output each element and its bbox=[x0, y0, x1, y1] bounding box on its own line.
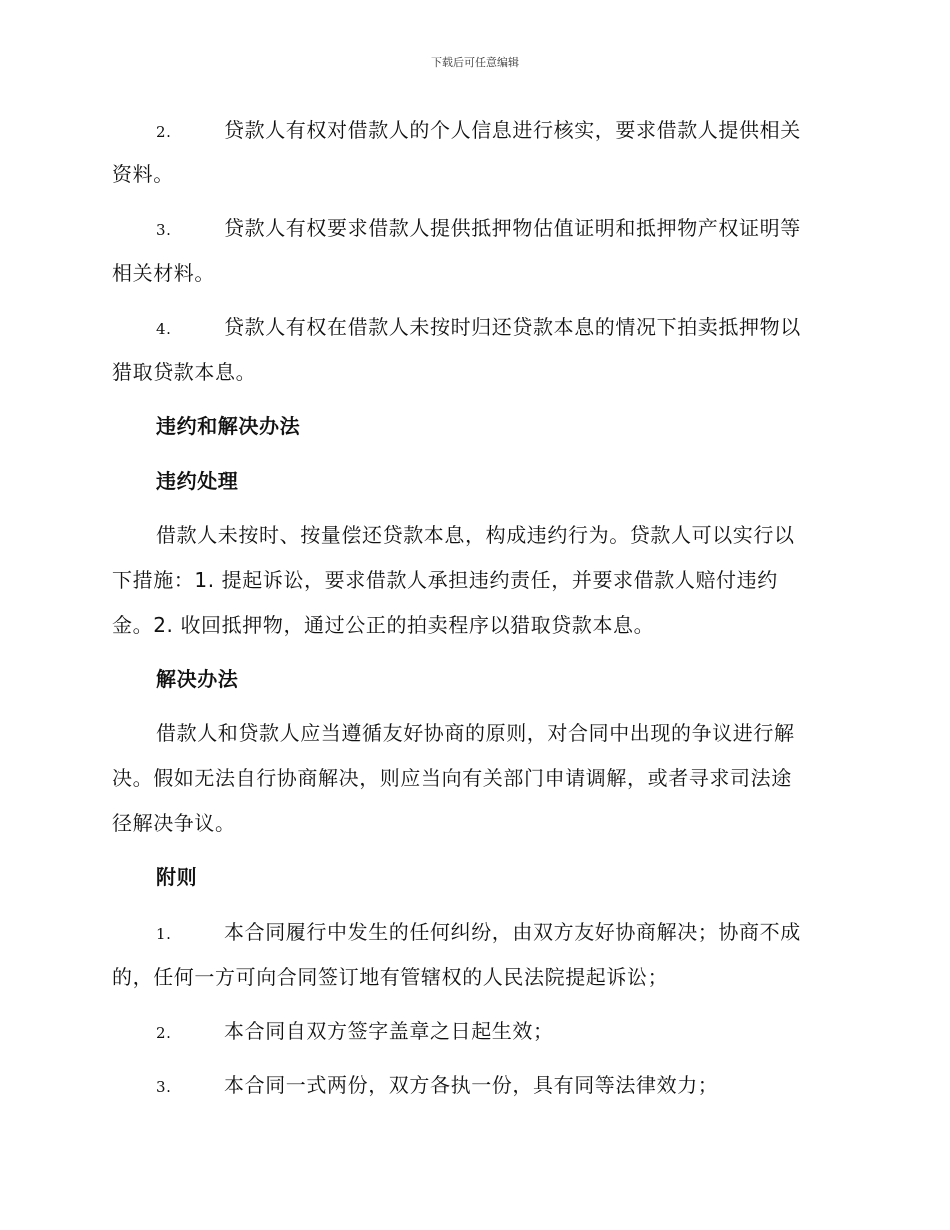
list-item bbox=[112, 313, 801, 343]
item-text: 贷款人有权在借款人未按时归还贷款本息的情况下拍卖抵押物以 bbox=[224, 315, 801, 339]
item-text-continued: 猎取贷款本息。 bbox=[112, 360, 257, 384]
paragraph-line: 金。2. 收回抵押物，通过公正的拍卖程序以猎取贷款本息。 bbox=[112, 613, 655, 637]
item-number: 2. bbox=[156, 1024, 172, 1042]
item-number: 1. bbox=[156, 925, 172, 943]
paragraph-line: 决。假如无法自行协商解决，则应当向有关部门申请调解，或者寻求司法途 bbox=[112, 766, 792, 790]
paragraph-line: 下措施：1. 提起诉讼，要求借款人承担违约责任，并要求借款人赔付违约 bbox=[112, 568, 778, 592]
item-text: 贷款人有权对借款人的个人信息进行核实，要求借款人提供相关 bbox=[224, 118, 801, 142]
section-heading: 附则 bbox=[156, 865, 198, 889]
item-text: 贷款人有权要求借款人提供抵押物估值证明和抵押物产权证明等 bbox=[224, 216, 801, 240]
item-text: 本合同一式两份，双方各执一份，具有同等法律效力； bbox=[224, 1073, 719, 1097]
item-number: 4. bbox=[156, 320, 172, 338]
item-number: 3. bbox=[156, 221, 172, 239]
list-item bbox=[112, 116, 801, 146]
list-item bbox=[112, 918, 801, 948]
item-number: 2. bbox=[156, 123, 172, 141]
list-item bbox=[112, 1017, 554, 1047]
paragraph-line: 借款人未按时、按量偿还贷款本息，构成违约行为。贷款人可以实行以 bbox=[156, 523, 795, 547]
item-text: 本合同履行中发生的任何纠纷，由双方友好协商解决；协商不成 bbox=[224, 920, 801, 944]
subsection-heading: 违约处理 bbox=[156, 469, 239, 493]
section-heading: 违约和解决办法 bbox=[156, 414, 301, 438]
page-header: 下载后可任意编辑 bbox=[431, 56, 519, 69]
paragraph-line: 借款人和贷款人应当遵循友好协商的原则，对合同中出现的争议进行解 bbox=[156, 721, 795, 745]
item-text-continued: 的，任何一方可向合同签订地有管辖权的人民法院提起诉讼； bbox=[112, 965, 669, 989]
list-item bbox=[112, 214, 801, 244]
item-text-continued: 资料。 bbox=[112, 162, 174, 186]
item-number: 3. bbox=[156, 1078, 172, 1096]
list-item bbox=[112, 1071, 718, 1101]
subsection-heading: 解决办法 bbox=[156, 667, 239, 691]
item-text: 本合同自双方签字盖章之日起生效； bbox=[224, 1019, 554, 1043]
item-text-continued: 相关材料。 bbox=[112, 261, 215, 285]
paragraph-line: 径解决争议。 bbox=[112, 811, 236, 835]
